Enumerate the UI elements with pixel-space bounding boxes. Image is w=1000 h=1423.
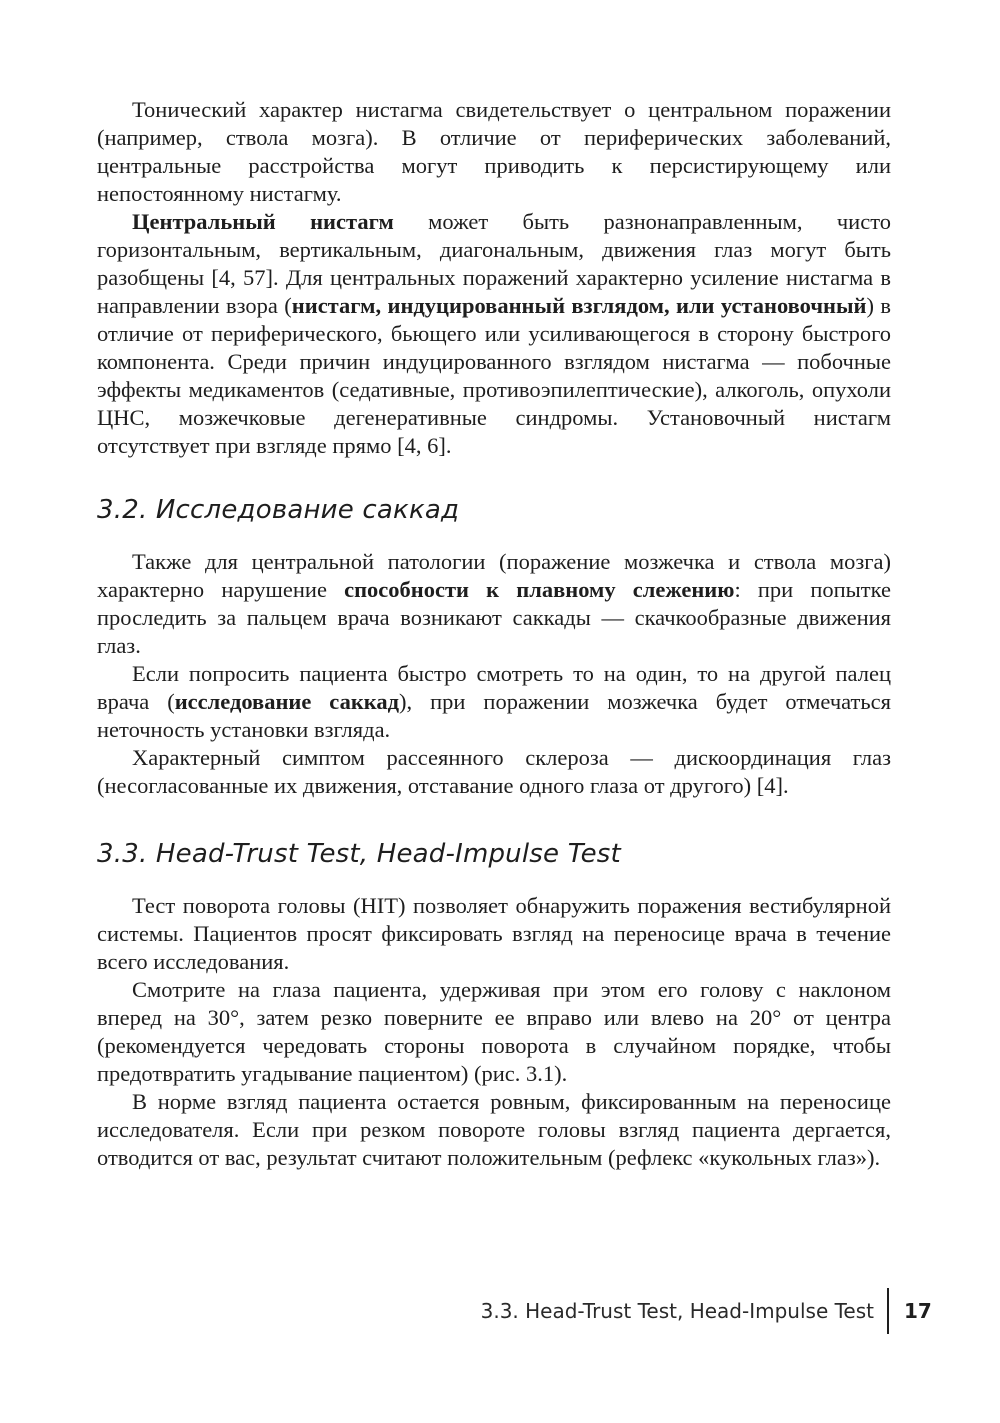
- intro-paragraph-2-text-a: может быть разнонаправленным, чисто горизонтальным, вертикальным, диагональным, движения глаз могут быть разобщены [4, 57]. Для центральных поражений характерно усиление нистагма в направлении взора (: [97, 209, 891, 318]
- footer-divider: [887, 1288, 889, 1334]
- section-3-2-paragraph-3: Характерный симптом рассеянного склероза — дискоординация глаз (несогласованные их движения, отставание одного глаза от другого) [4].: [97, 745, 891, 798]
- term-smooth-pursuit: способности к плавному слежению: [344, 577, 735, 602]
- section-3-3-paragraph-2: Смотрите на глаза пациента, удерживая при этом его голову с наклоном вперед на 30°, затем резко поверните ее вправо или влево на 20° от центра (рекомендуется чередовать стороны поворота в случайном порядке, чтобы предотвратить угадывание пациентом) (рис. 3.1).: [97, 977, 891, 1086]
- section-3-2-p2-text-a: Если попросить пациента быстро смотреть то на один, то на другой палец врача (: [97, 661, 891, 714]
- section-heading-3-3: 3.3. Head-Trust Test, Head-Impulse Test: [97, 839, 621, 869]
- section-3-2-p2-text-b: ), при поражении мозжечка будет отмечаться неточность установки взгляда.: [97, 689, 891, 742]
- intro-paragraph-2: [97, 208, 891, 460]
- running-title: 3.3. Head-Trust Test, Head-Impulse Test: [480, 1299, 874, 1323]
- section-heading-3-2: 3.2. Исследование саккад: [97, 495, 460, 525]
- intro-paragraph-1: Тонический характер нистагма свидетельствует о центральном поражении (например, ствола мозга). В отличие от периферических заболеваний, центральные расстройства могут приводить к персистирующему или непостоянному нистагму.: [97, 97, 891, 206]
- intro-paragraph-2-text-b: ) в отличие от периферического, бьющего или усиливающегося в сторону быстрого компонента. Среди причин индуцированного взглядом нистагма — побочные эффекты медикаментов (седативные, противоэпилептические), алкоголь, опухоли ЦНС, мозжечковые дегенеративные синдромы. Установочный нистагм отсутствует при взгляде прямо [4, 6].: [97, 293, 891, 458]
- page-body: [97, 96, 891, 1172]
- term-saccade-study: исследование саккад: [174, 689, 400, 714]
- section-3-3-paragraph-1: Тест поворота головы (HIT) позволяет обнаружить поражения вестибулярной системы. Пациентов просят фиксировать взгляд на переносице врача в течение всего исследования.: [97, 893, 891, 974]
- term-central-nystagmus: Центральный нистагм: [132, 209, 394, 234]
- page-number: 17: [904, 1299, 932, 1323]
- section-3-2-p1-text-b: : при попытке проследить за пальцем врача возникают саккады — скачкообразные движения глаз.: [97, 577, 891, 658]
- section-3-2-paragraph-2: [97, 660, 891, 744]
- page-footer: [0, 1288, 1000, 1336]
- section-3-3-paragraph-3: В норме взгляд пациента остается ровным, фиксированным на переносице исследователя. Если при резком повороте головы взгляд пациента дергается, отводится от вас, результат считают положительным (рефлекс «кукольных глаз»).: [97, 1089, 891, 1170]
- term-gaze-evoked-nystagmus: нистагм, индуцированный взглядом, или установочный: [291, 293, 867, 318]
- section-3-2-paragraph-1: [97, 548, 891, 660]
- section-3-2-p1-text-a: Также для центральной патологии (поражение мозжечка и ствола мозга) характерно нарушение: [97, 549, 891, 602]
